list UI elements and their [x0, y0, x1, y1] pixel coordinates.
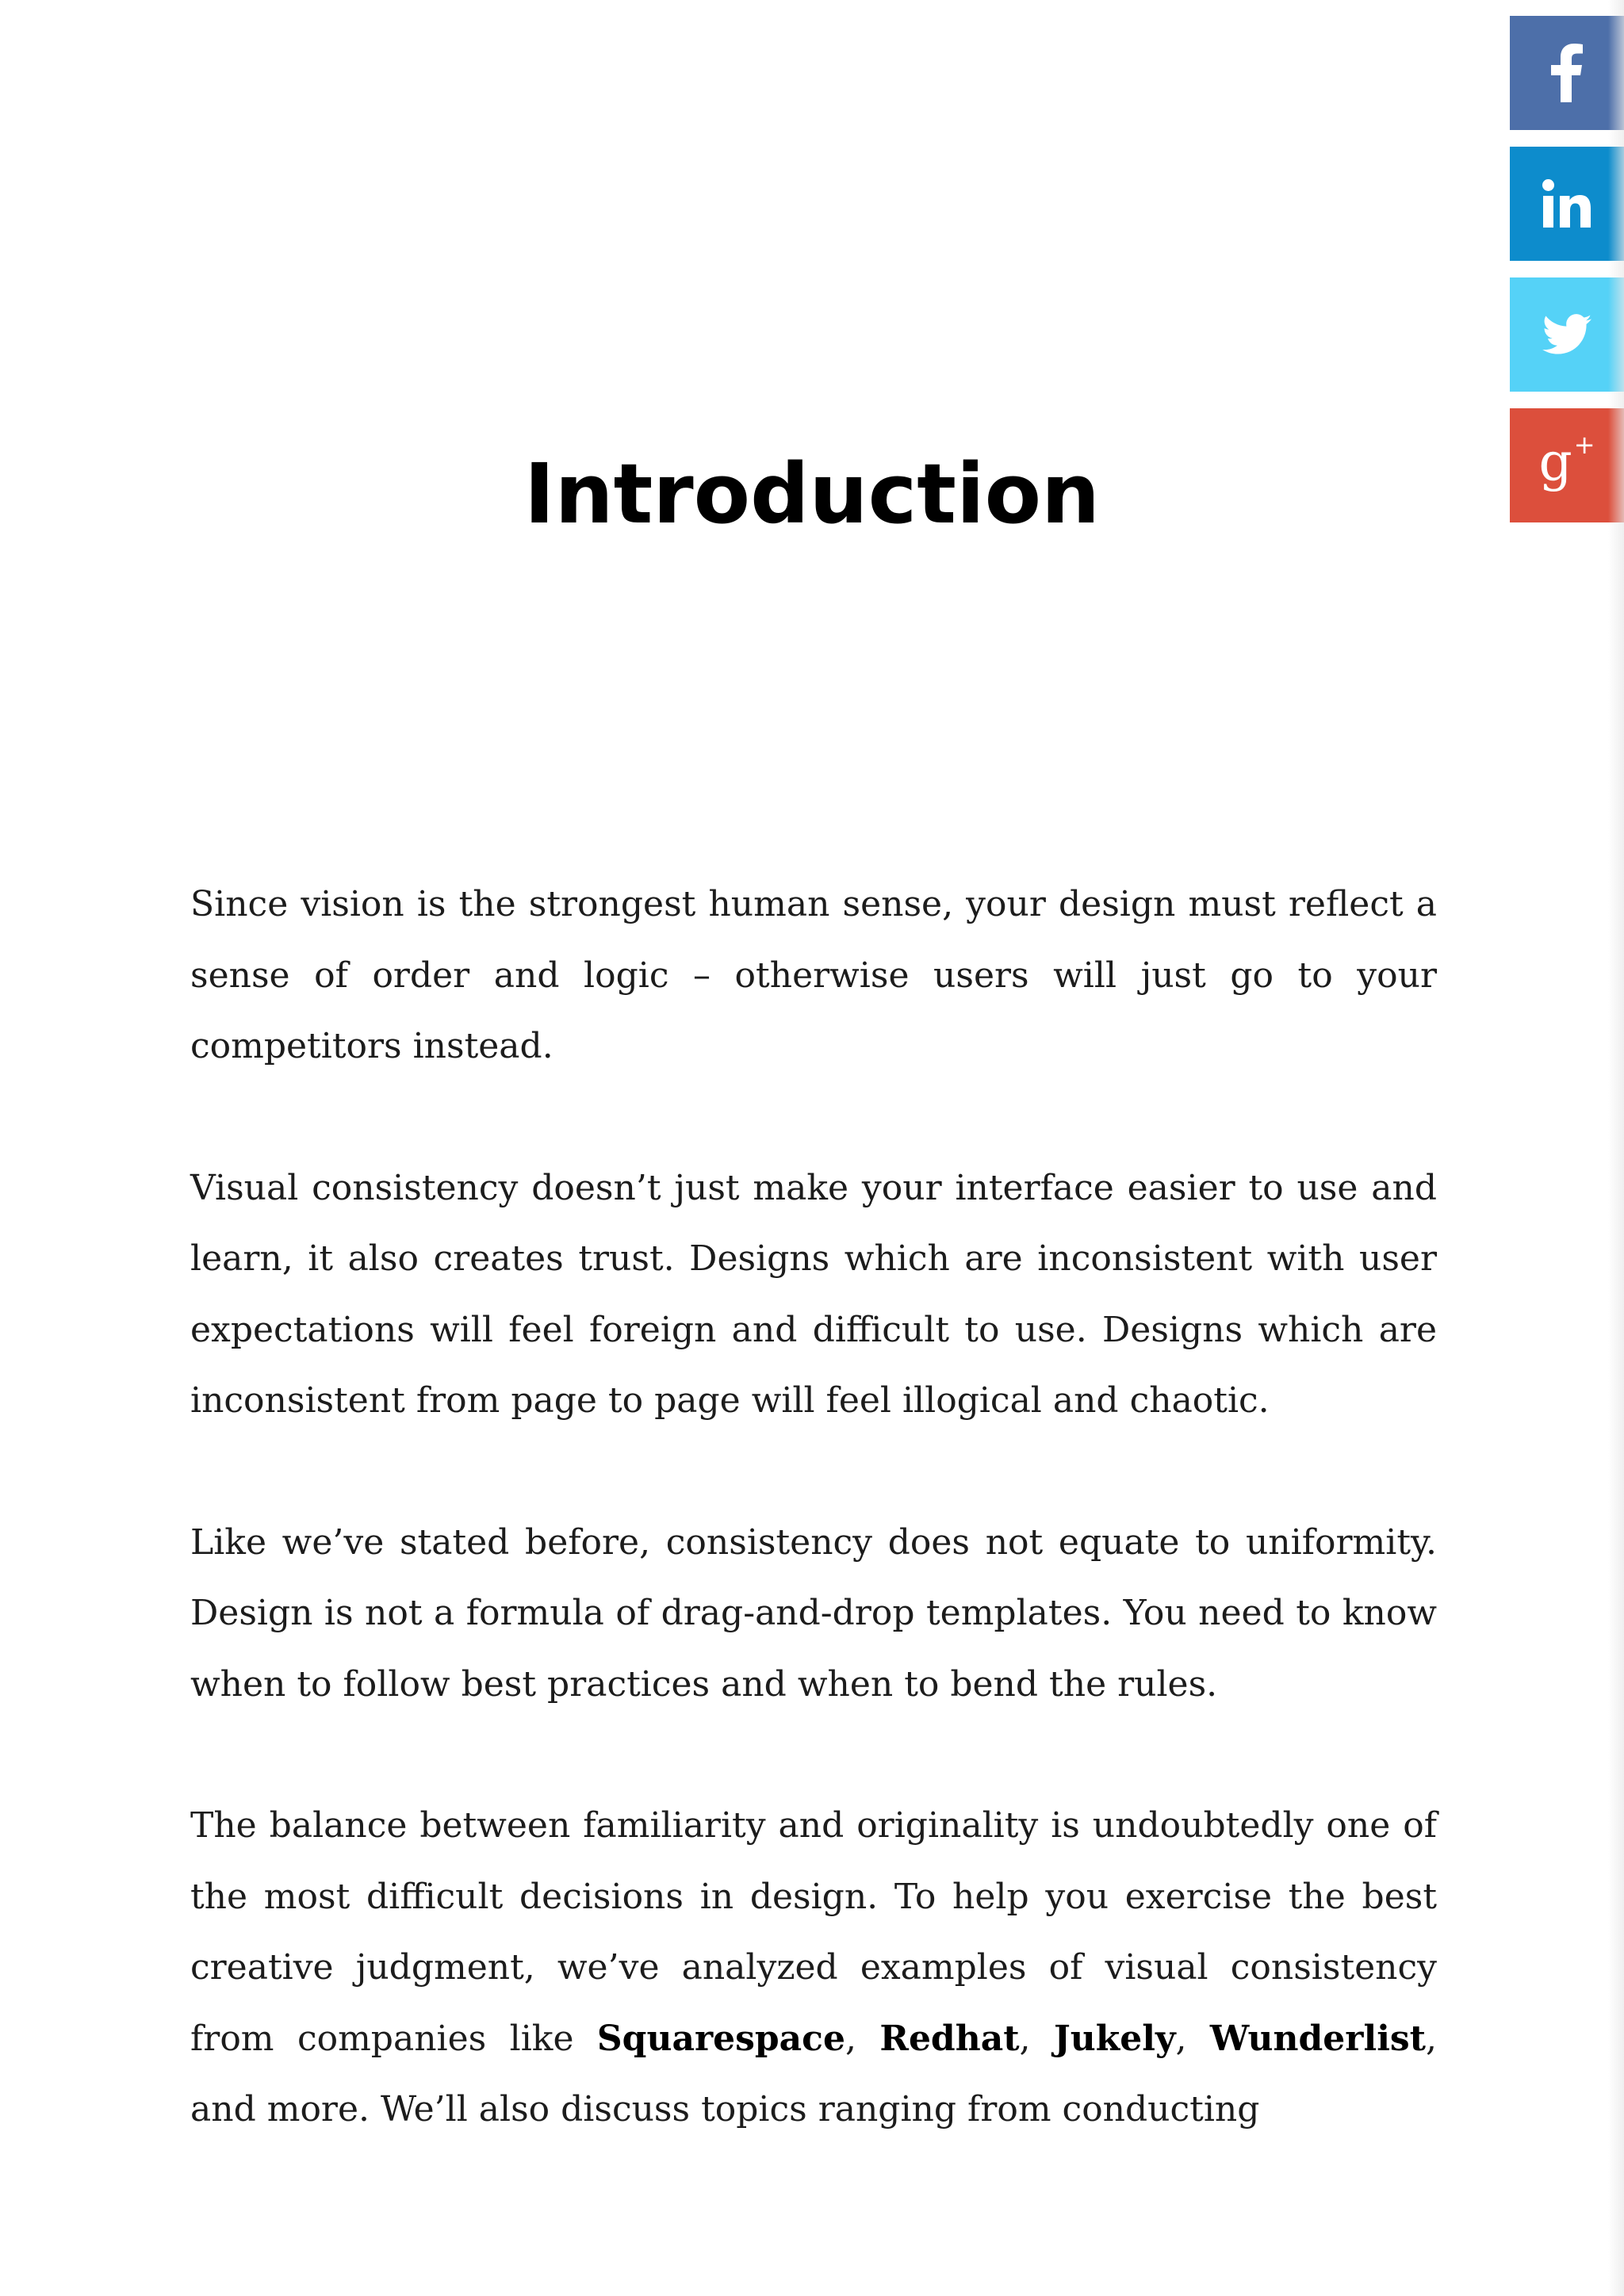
paragraph-4	[190, 1790, 1437, 2145]
separator: ,	[1175, 2018, 1210, 2059]
facebook-share-button[interactable]	[1510, 16, 1624, 130]
linkedin-share-button[interactable]	[1510, 147, 1624, 261]
linkedin-icon	[1542, 178, 1592, 229]
twitter-icon	[1542, 314, 1591, 355]
paragraph-2: Visual consistency doesn’t just make your interface easier to use and learn, it also creates trust. Designs which are inconsistent with user expectations will feel foreign and difficult to use. Designs which are inconsistent from page to page will feel illogical and chaotic.	[190, 1167, 1437, 1421]
paragraph-4-outro: , and more. We’ll also discuss topics ranging from conducting	[190, 2018, 1437, 2130]
company-squarespace: Squarespace	[596, 2018, 845, 2059]
page-title: Introduction	[523, 446, 1101, 542]
company-jukely: Jukely	[1053, 2018, 1176, 2059]
twitter-share-button[interactable]	[1510, 277, 1624, 392]
article-body	[190, 869, 1437, 2216]
company-wunderlist: Wunderlist	[1209, 2018, 1426, 2059]
separator: ,	[1019, 2018, 1054, 2059]
google-plus-icon: g+	[1538, 430, 1595, 492]
paragraph-3: Like we’ve stated before, consistency does not equate to uniformity. Design is not a formula of drag-and-drop templates. You need to know when to follow best practices and when to bend the rules.	[190, 1521, 1437, 1705]
separator: ,	[845, 2018, 880, 2059]
paragraph-4-intro: The balance between familiarity and originality is undoubtedly one of the most difficult decisions in design. To help you exercise the best creative judgment, we’ve analyzed examples of visual consistency from companies like	[190, 1805, 1437, 2059]
company-redhat: Redhat	[879, 2018, 1020, 2059]
facebook-icon	[1551, 44, 1583, 102]
paragraph-1: Since vision is the strongest human sense, your design must reflect a sense of order and logic – otherwise users will just go to your competitors instead.	[190, 884, 1437, 1066]
